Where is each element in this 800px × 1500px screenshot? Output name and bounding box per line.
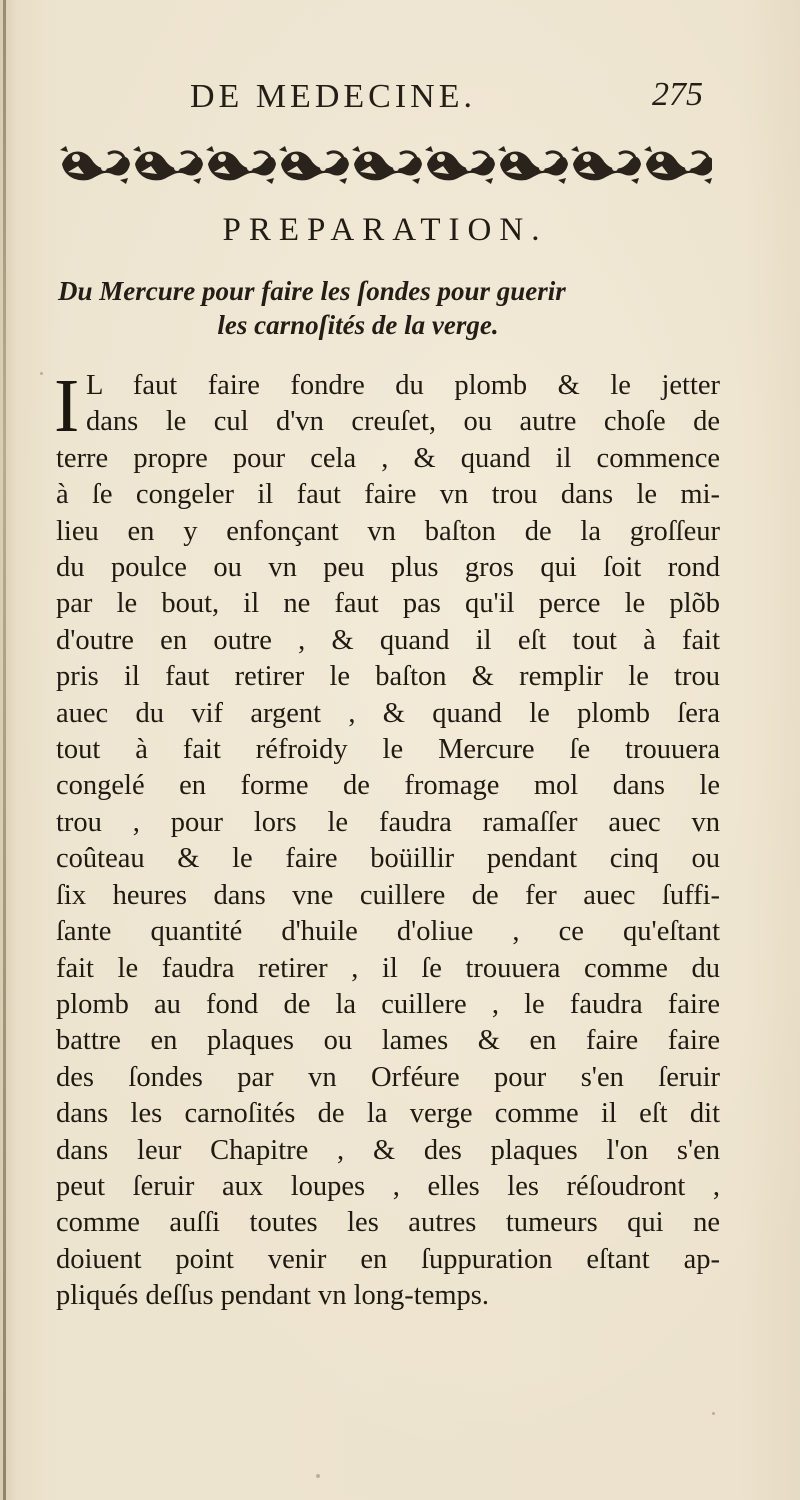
text-line: par le bout, il ne faut pas qu'il perce le plõb [56,588,720,620]
section-subtitle [58,274,718,342]
text-line: L faut faire fondre du plomb & le jetter [86,370,720,401]
text-line: doiuent point venir en ſuppuration eſtant ap- [56,1243,720,1275]
text-line: plomb au fond de la cuillere , le faudra faire [56,988,720,1020]
text-line: terre propre pour cela , & quand il commence [56,442,720,474]
text-line: trou , pour lors le faudra ramaſſer auec vn [56,806,720,838]
text-line: des ſondes par vn Orféure pour s'en ſeruir [56,1061,720,1093]
text-line: lieu en y enfonçant vn baſton de la groſſeur [56,515,720,547]
text-line: comme auſſi toutes les autres tumeurs qui ne [56,1207,720,1239]
paper-speck [40,372,43,375]
text-line: dans le cul d'vn creuſet, ou autre choſe de [86,406,720,438]
text-line: à ſe congeler il faut faire vn trou dans le mi- [56,479,720,511]
text-line: peut ſeruir aux loupes , elles les réſoudront , [56,1170,720,1202]
subtitle-line-1: Du Mercure pour faire les ſondes pour guerir [58,276,566,306]
text-line: coûteau & le faire boüillir pendant cinq ou [56,843,720,875]
paper-speck [712,1412,715,1415]
body-paragraph [54,364,720,1315]
subtitle-line-2: les carnoſités de la verge. [217,310,499,340]
drop-cap: I [54,364,80,448]
section-title: PREPARATION. [222,212,548,248]
text-line: pliqués deſſus pendant vn long-temps. [56,1280,489,1312]
page-number: 275 [652,76,703,113]
text-line: ſante quantité d'huile d'oliue , ce qu'eſtant [56,916,720,948]
text-line: d'outre en outre , & quand il eſt tout à fait [56,624,720,656]
text-line: tout à fait réfroidy le Mercure ſe trouuera [56,734,720,766]
text-line: congelé en forme de fromage mol dans le [56,770,720,802]
paper-speck [316,1474,320,1478]
text-line: dans leur Chapitre , & des plaques l'on s'en [56,1134,720,1166]
decorative-ornament-band [58,142,712,186]
text-line: du poulce ou vn peu plus gros qui ſoit rond [56,552,720,584]
text-line: dans les carnoſités de la verge comme il eſt dit [56,1098,720,1130]
text-line: auec du vif argent , & quand le plomb ſera [56,697,720,729]
text-line: pris il faut retirer le baſton & remplir le trou [56,661,720,693]
running-head: DE MEDECINE. [190,78,476,115]
text-line: battre en plaques ou lames & en faire faire [56,1025,720,1057]
text-line: ſix heures dans vne cuillere de fer auec ſuffi- [56,879,720,911]
text-line: fait le faudra retirer , il ſe trouuera comme du [56,952,720,984]
